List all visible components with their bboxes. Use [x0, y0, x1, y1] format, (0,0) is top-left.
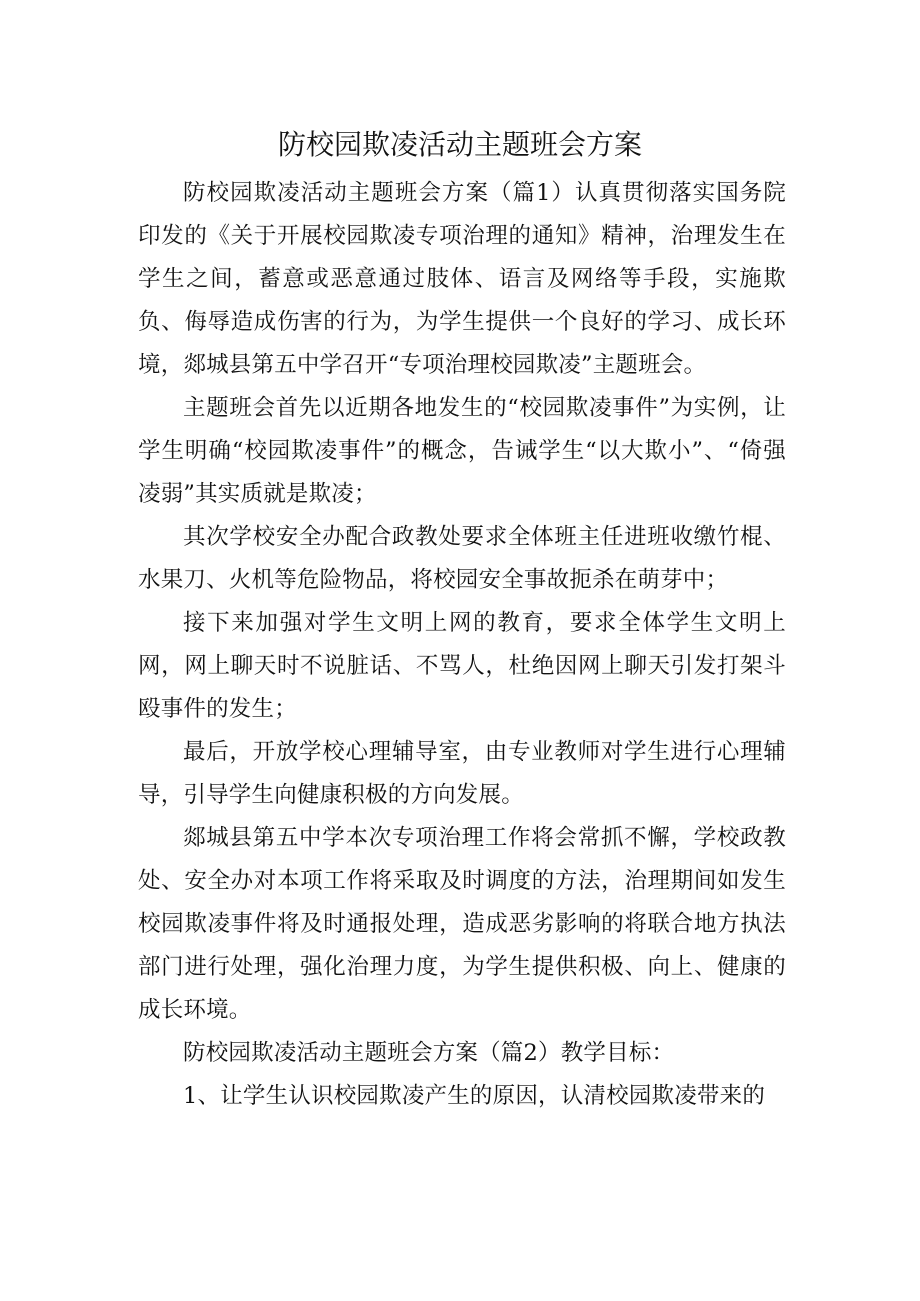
paragraph: 防校园欺凌活动主题班会方案（篇2）教学目标： [183, 1040, 675, 1066]
document-title: 防校园欺凌活动主题班会方案 [277, 128, 642, 161]
paragraph: 郯城县第五中学本次专项治理工作将会常抓不懈，学校政教处、安全办对本项工作将采取及时调度的方法，治理期间如发生校园欺凌事件将及时通报处理，造成恶劣影响的将联合地方执法部门进行处理，强化治理力度，为学生提供积极、向上、健康的成长环境。 [138, 825, 786, 1023]
paragraph: 主题班会首先以近期各地发生的“校园欺凌事件”为实例，让学生明确“校园欺凌事件”的概念，告诫学生“以大欺小”、“倚强凌弱”其实质就是欺凌； [138, 395, 786, 507]
paragraph: 最后，开放学校心理辅导室，由专业教师对学生进行心理辅导，引导学生向健康积极的方向发展。 [138, 739, 786, 808]
document-body [138, 172, 786, 1118]
paragraph: 1、让学生认识校园欺凌产生的原因，认清校园欺凌带来的 [183, 1083, 766, 1109]
paragraph: 其次学校安全办配合政教处要求全体班主任进班收缴竹棍、水果刀、火机等危险物品，将校园安全事故扼杀在萌芽中； [138, 524, 786, 593]
paragraph: 接下来加强对学生文明上网的教育，要求全体学生文明上网，网上聊天时不说脏话、不骂人，杜绝因网上聊天引发打架斗殴事件的发生； [138, 610, 786, 722]
paragraph: 防校园欺凌活动主题班会方案（篇1）认真贯彻落实国务院印发的《关于开展校园欺凌专项治理的通知》精神，治理发生在学生之间，蓄意或恶意通过肢体、语言及网络等手段，实施欺负、侮辱造成伤害的行为，为学生提供一个良好的学习、成长环境，郯城县第五中学召开“专项治理校园欺凌”主题班会。 [138, 180, 786, 378]
